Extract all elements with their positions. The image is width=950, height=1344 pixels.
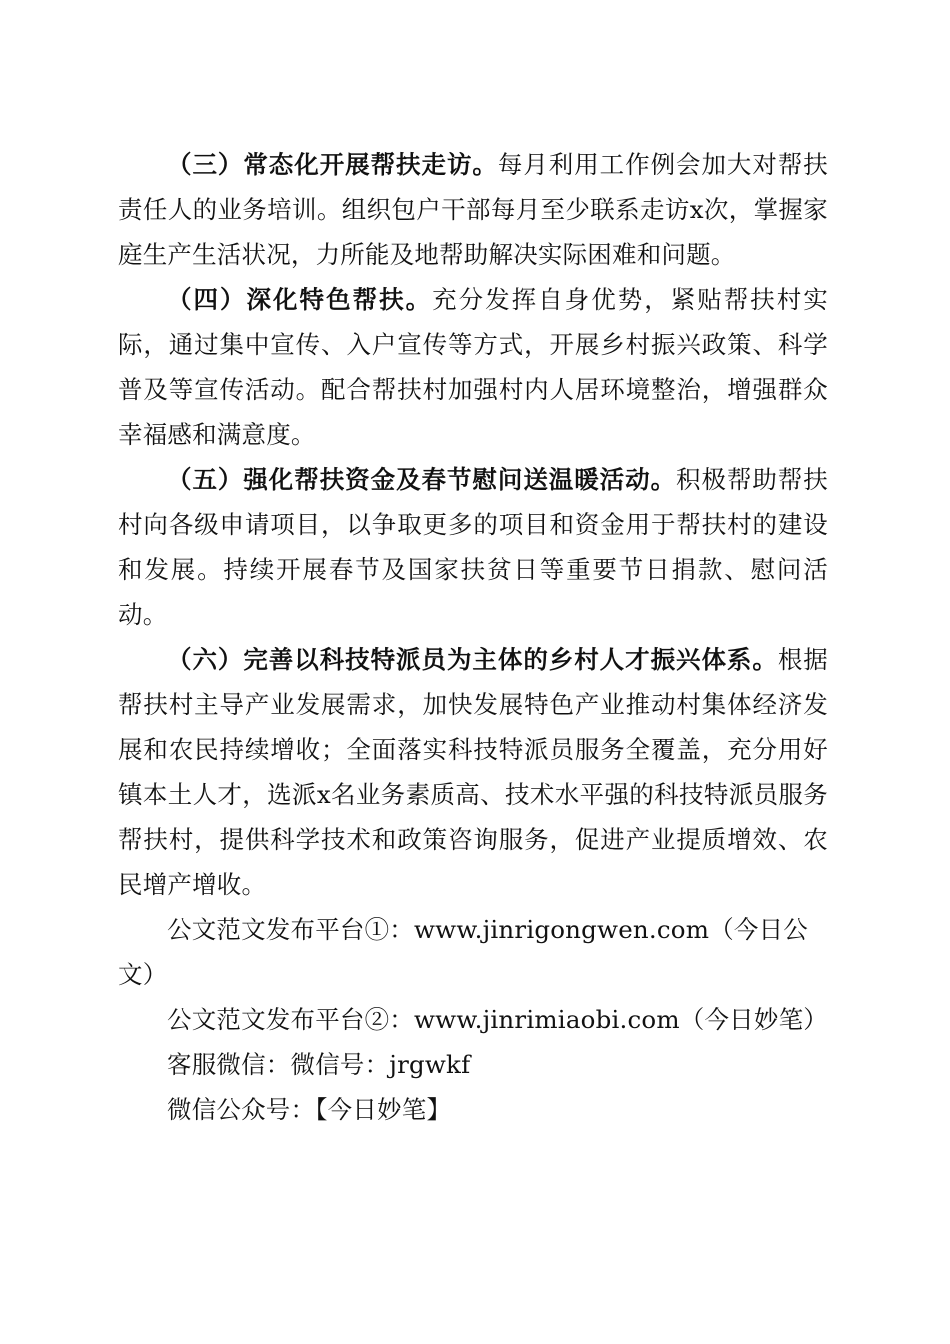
footer-wechat-official-account: 微信公众号：【今日妙笔】 <box>167 1095 452 1124</box>
paragraph-4-heading: （四）深化特色帮扶。 <box>167 285 433 314</box>
footer-wechat-service: 客服微信：微信号：jrgwkf <box>167 1050 471 1079</box>
footer-platform-1: 公文范文发布平台①：www.jinrigongwen.com（今日公文） <box>118 915 808 989</box>
paragraph-4-body: 充分发挥自身优势，紧贴帮扶村实际，通过集中宣传、入户宣传等方式，开展乡村振兴政策、科学普及等宣传活动。配合帮扶村加强村内人居环境整治，增强群众幸福感和满意度。 <box>118 285 828 449</box>
paragraph-3-body: 每月利用工作例会加大对帮扶责任人的业务培训。组织包户干部每月至少联系走访x次，掌握家庭生产生活状况，力所能及地帮助解决实际困难和问题。 <box>118 150 828 269</box>
paragraph-3-heading: （三）常态化开展帮扶走访。 <box>167 150 498 179</box>
paragraph-6-heading: （六）完善以科技特派员为主体的乡村人才振兴体系。 <box>167 645 778 674</box>
paragraph-3 <box>118 142 828 277</box>
paragraph-5-heading: （五）强化帮扶资金及春节慰问送温暖活动。 <box>167 465 677 494</box>
paragraph-6 <box>118 637 828 907</box>
footer-platform-2: 公文范文发布平台②：www.jinrimiaobi.com（今日妙笔） <box>167 1005 828 1034</box>
paragraph-4 <box>118 277 828 457</box>
paragraph-5 <box>118 457 828 637</box>
paragraph-5-body: 积极帮助帮扶村向各级申请项目，以争取更多的项目和资金用于帮扶村的建设和发展。持续开展春节及国家扶贫日等重要节日捐款、慰问活动。 <box>118 465 829 629</box>
paragraph-6-body: 根据帮扶村主导产业发展需求，加快发展特色产业推动村集体经济发展和农民持续增收；全面落实科技特派员服务全覆盖，充分用好镇本土人才，选派x名业务素质高、技术水平强的科技特派员服务帮扶村，提供科学技术和政策咨询服务，促进产业提质增效、农民增产增收。 <box>118 645 828 899</box>
document-body <box>118 142 828 1132</box>
